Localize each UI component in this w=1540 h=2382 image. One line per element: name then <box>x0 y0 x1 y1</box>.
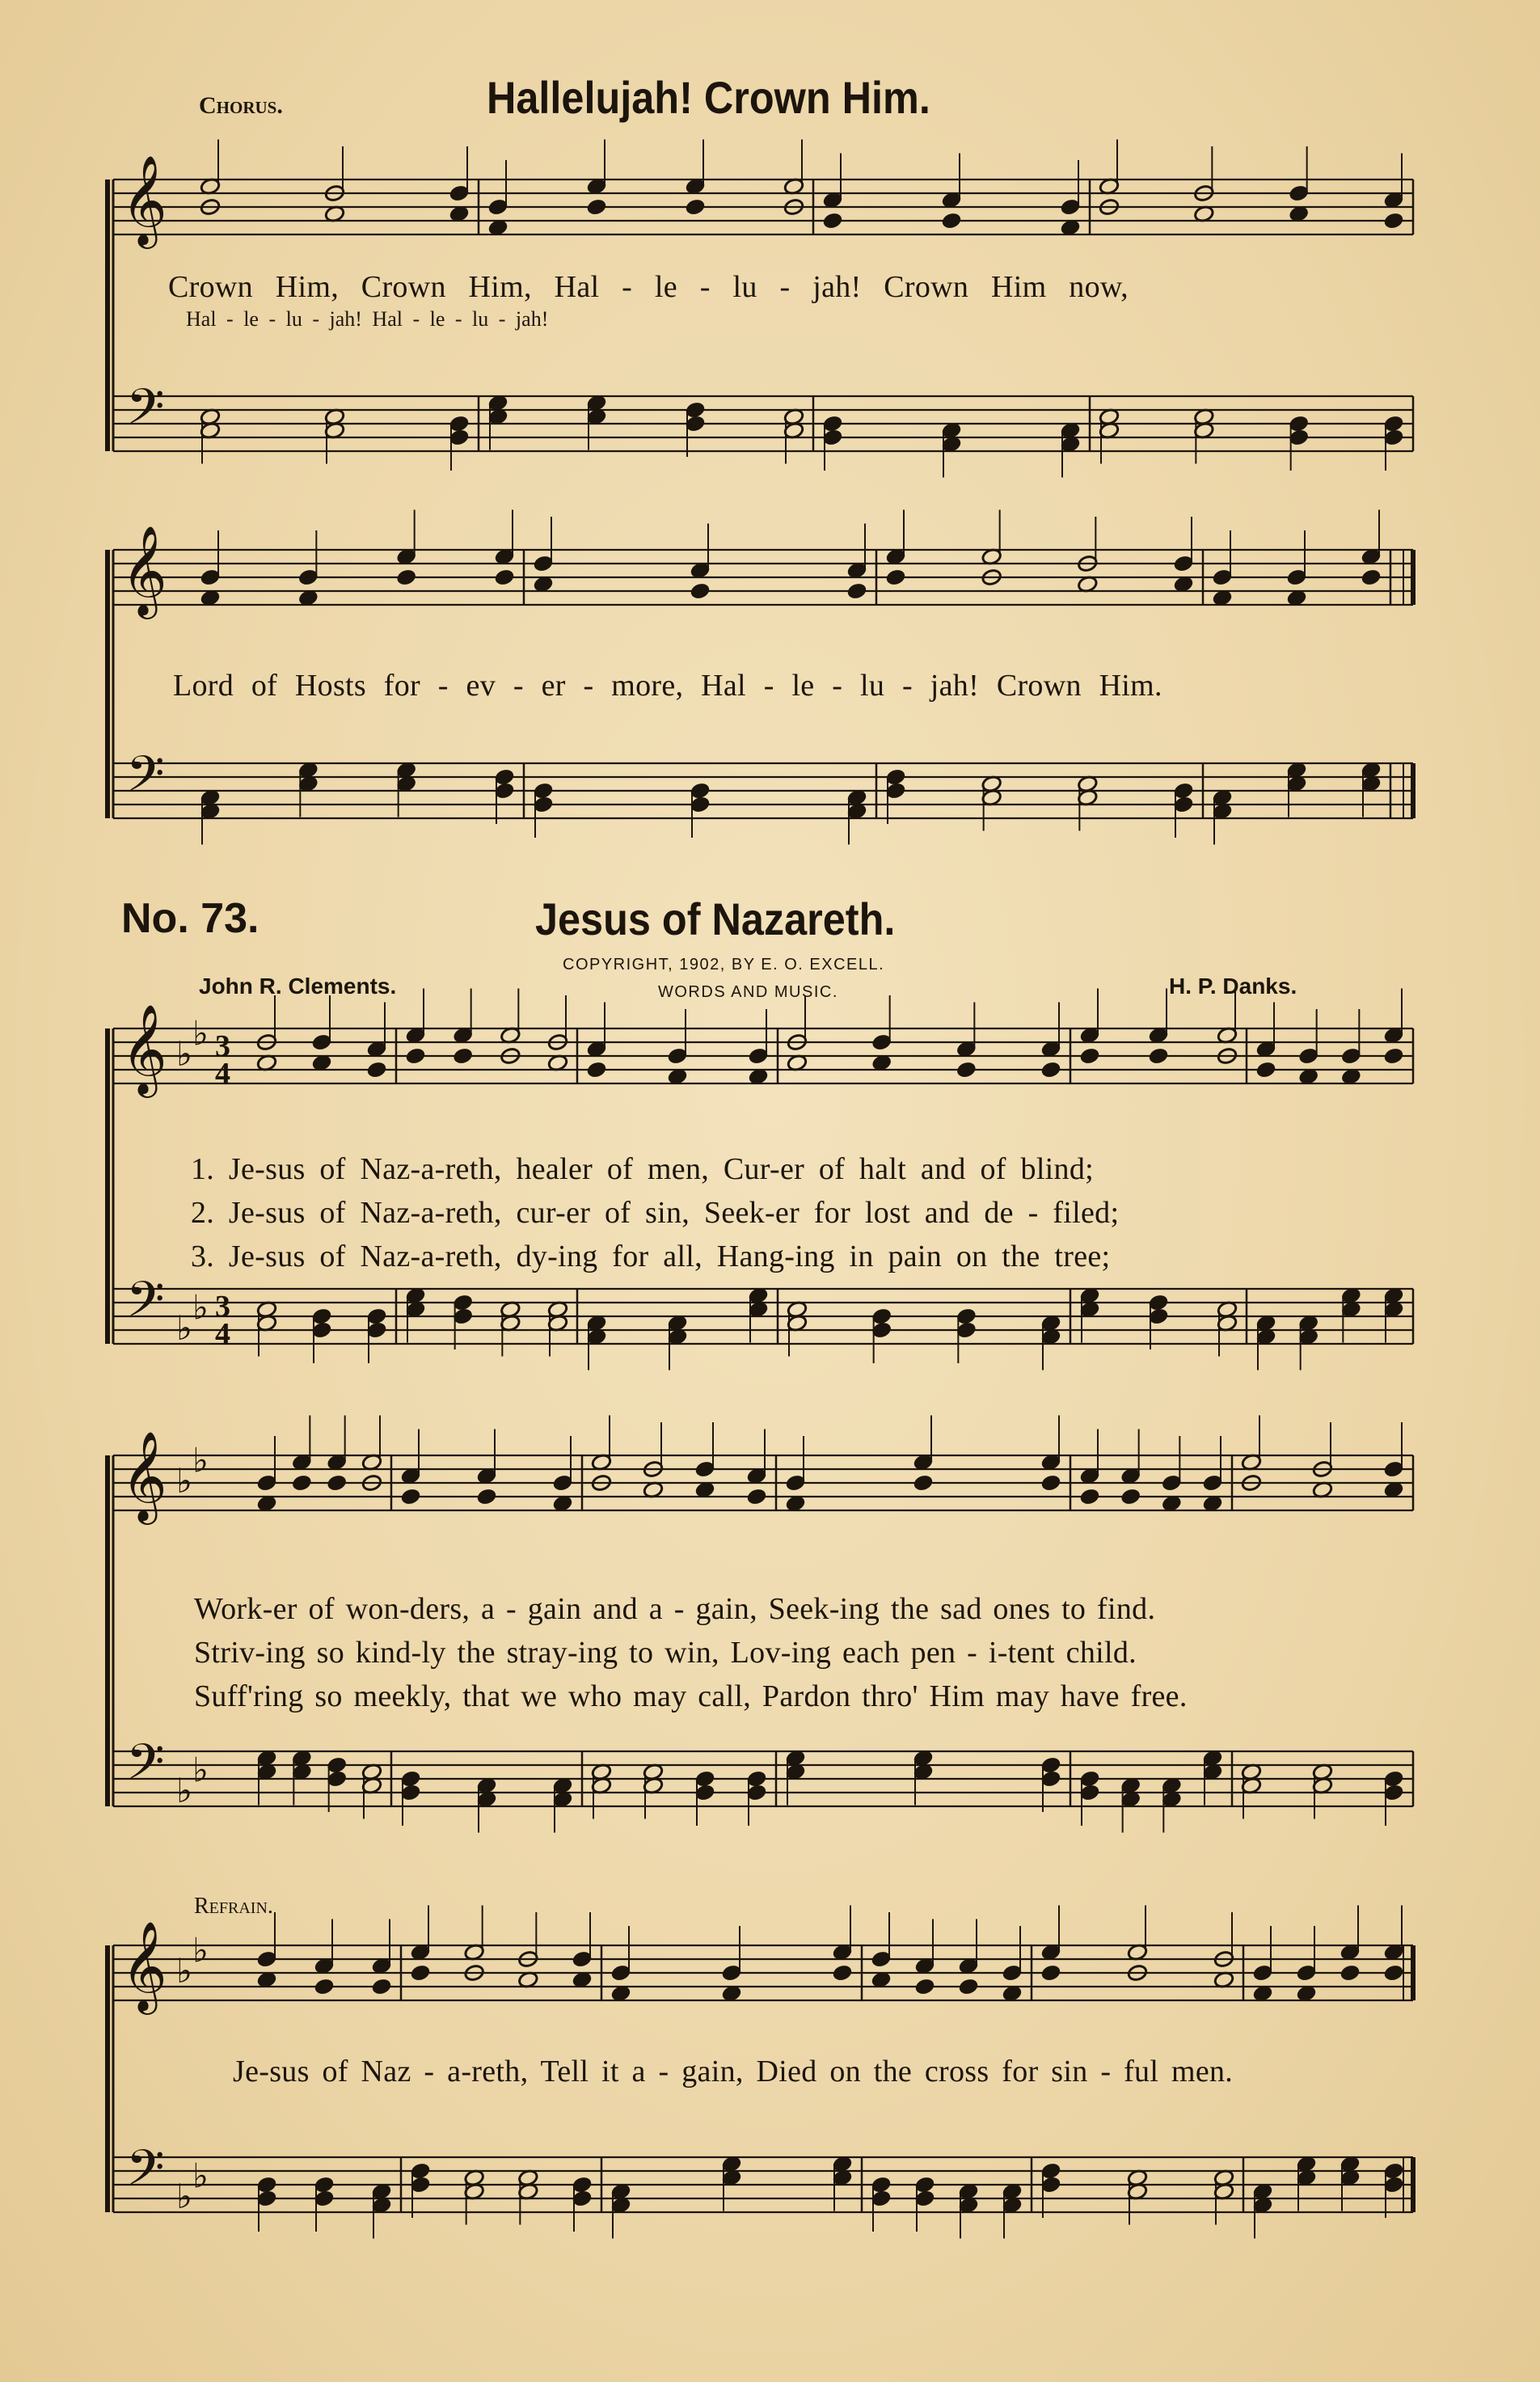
bass-clef-icon: 𝄢 <box>126 745 165 815</box>
system-brace <box>105 1455 110 1806</box>
quarter-note <box>846 582 867 601</box>
quarter-note <box>1120 1488 1141 1506</box>
quarter-note <box>1383 1047 1404 1066</box>
refrain-lyrics: Je-sus of Naz - a-reth, Tell it a - gain, Died on the cross for sin - ful men. <box>233 2055 1234 2088</box>
quarter-note <box>1079 1488 1100 1506</box>
time-signature-top: 3 <box>215 1290 230 1324</box>
quarter-note <box>453 1047 474 1066</box>
quarter-note <box>1383 212 1404 230</box>
quarter-note <box>958 1978 979 1996</box>
flat-icon: ♭ <box>176 1461 192 1501</box>
hymn1-line1-lyrics: Crown Him, Crown Him, Hal - le - lu - jah! Crown Him now, <box>168 270 1129 304</box>
hymn1-title: Hallelujah! Crown Him. <box>487 72 930 123</box>
flat-icon: ♭ <box>192 1287 209 1328</box>
quarter-note <box>956 1061 977 1079</box>
quarter-note <box>822 212 843 230</box>
copyright-line1: COPYRIGHT, 1902, BY E. O. EXCELL. <box>563 956 885 973</box>
quarter-note <box>1361 568 1382 587</box>
verse3-part1: 3. Je-sus of Naz-a-reth, dy-ing for all, Hang-ing in pain on the tree; <box>191 1240 1111 1273</box>
quarter-note <box>913 1474 934 1493</box>
treble-clef-icon: 𝄞 <box>121 154 167 245</box>
bass-clef-icon: 𝄢 <box>126 1271 165 1341</box>
quarter-note <box>885 568 906 587</box>
quarter-note <box>1079 1047 1100 1066</box>
chorus-label: Chorus. <box>199 92 283 119</box>
quarter-note <box>746 1488 767 1506</box>
quarter-note <box>371 1978 392 1996</box>
treble-clef-icon: 𝄞 <box>121 1430 167 1521</box>
bass-clef-icon: 𝄢 <box>126 378 165 448</box>
quarter-note <box>327 1474 348 1493</box>
hymn1-line2-lyrics: Lord of Hosts for - ev - er - more, Hal - le - lu - jah! Crown Him. <box>173 669 1162 703</box>
quarter-note <box>314 1978 335 1996</box>
verse2-part2: Striv-ing so kind-ly the stray-ing to win, Lov-ing each pen - i-tent child. <box>194 1636 1137 1670</box>
treble-clef-icon: 𝄞 <box>121 1920 167 2011</box>
composer-credit: H. P. Danks. <box>1169 973 1297 999</box>
quarter-note <box>914 1978 935 1996</box>
hymn1-line1-alto-lyrics: Hal - le - lu - jah! Hal - le - lu - jah! <box>186 307 549 331</box>
flat-icon: ♭ <box>176 2177 192 2216</box>
flat-icon: ♭ <box>176 1034 192 1074</box>
hymn2-title: Jesus of Nazareth. <box>535 893 896 944</box>
quarter-note <box>1040 1964 1061 1983</box>
quarter-note <box>1040 1474 1061 1493</box>
quarter-note <box>291 1474 312 1493</box>
verse1-part2: Work-er of won-ders, a - gain and a - gain, Seek-ing the sad ones to find. <box>194 1592 1156 1626</box>
verse1-part1: 1. Je-sus of Naz-a-reth, healer of men, Cur-er of halt and of blind; <box>191 1152 1094 1186</box>
treble-clef-icon: 𝄞 <box>121 525 167 615</box>
system-brace <box>105 179 110 451</box>
quarter-note <box>400 1488 421 1506</box>
bass-clef-icon: 𝄢 <box>126 2139 165 2209</box>
quarter-note <box>494 568 515 587</box>
quarter-note <box>405 1047 426 1066</box>
time-signature-bottom: 4 <box>215 1057 230 1091</box>
flat-icon: ♭ <box>192 1750 209 1790</box>
system-brace <box>105 1945 110 2212</box>
quarter-note <box>586 198 607 217</box>
quarter-note <box>1040 1061 1061 1079</box>
system-brace <box>105 1028 110 1344</box>
quarter-note <box>1148 1047 1169 1066</box>
flat-icon: ♭ <box>176 1308 192 1348</box>
bass-clef-icon: 𝄢 <box>126 1734 165 1803</box>
treble-clef-icon: 𝄞 <box>121 1003 167 1094</box>
quarter-note <box>1340 1964 1361 1983</box>
quarter-note <box>1383 1964 1404 1983</box>
flat-icon: ♭ <box>192 1930 209 1970</box>
verse2-part1: 2. Je-sus of Naz-a-reth, cur-er of sin, Seek-er for lost and de - filed; <box>191 1196 1120 1230</box>
flat-icon: ♭ <box>192 1013 209 1054</box>
flat-icon: ♭ <box>176 1771 192 1810</box>
author-credit: John R. Clements. <box>199 973 397 999</box>
quarter-note <box>832 1964 853 1983</box>
hymn2-number: No. 73. <box>121 895 259 942</box>
quarter-note <box>685 198 706 217</box>
copyright-line2: WORDS AND MUSIC. <box>658 983 838 1001</box>
flat-icon: ♭ <box>192 2156 209 2196</box>
flat-icon: ♭ <box>176 1951 192 1991</box>
quarter-note <box>941 212 962 230</box>
system-brace <box>105 550 110 818</box>
time-signature-bottom: 4 <box>215 1317 230 1351</box>
quarter-note <box>410 1964 431 1983</box>
quarter-note <box>396 568 417 587</box>
time-signature-top: 3 <box>215 1029 230 1063</box>
hymn1-system1-staves <box>105 140 1413 2239</box>
quarter-note <box>366 1061 387 1079</box>
quarter-note <box>690 582 711 601</box>
quarter-note <box>476 1488 497 1506</box>
quarter-note <box>586 1061 607 1079</box>
quarter-note <box>1255 1061 1276 1079</box>
refrain-label: Refrain. <box>194 1894 273 1919</box>
verse3-part2: Suff'ring so meekly, that we who may call, Pardon thro' Him may have free. <box>194 1679 1188 1713</box>
flat-icon: ♭ <box>192 1440 209 1480</box>
